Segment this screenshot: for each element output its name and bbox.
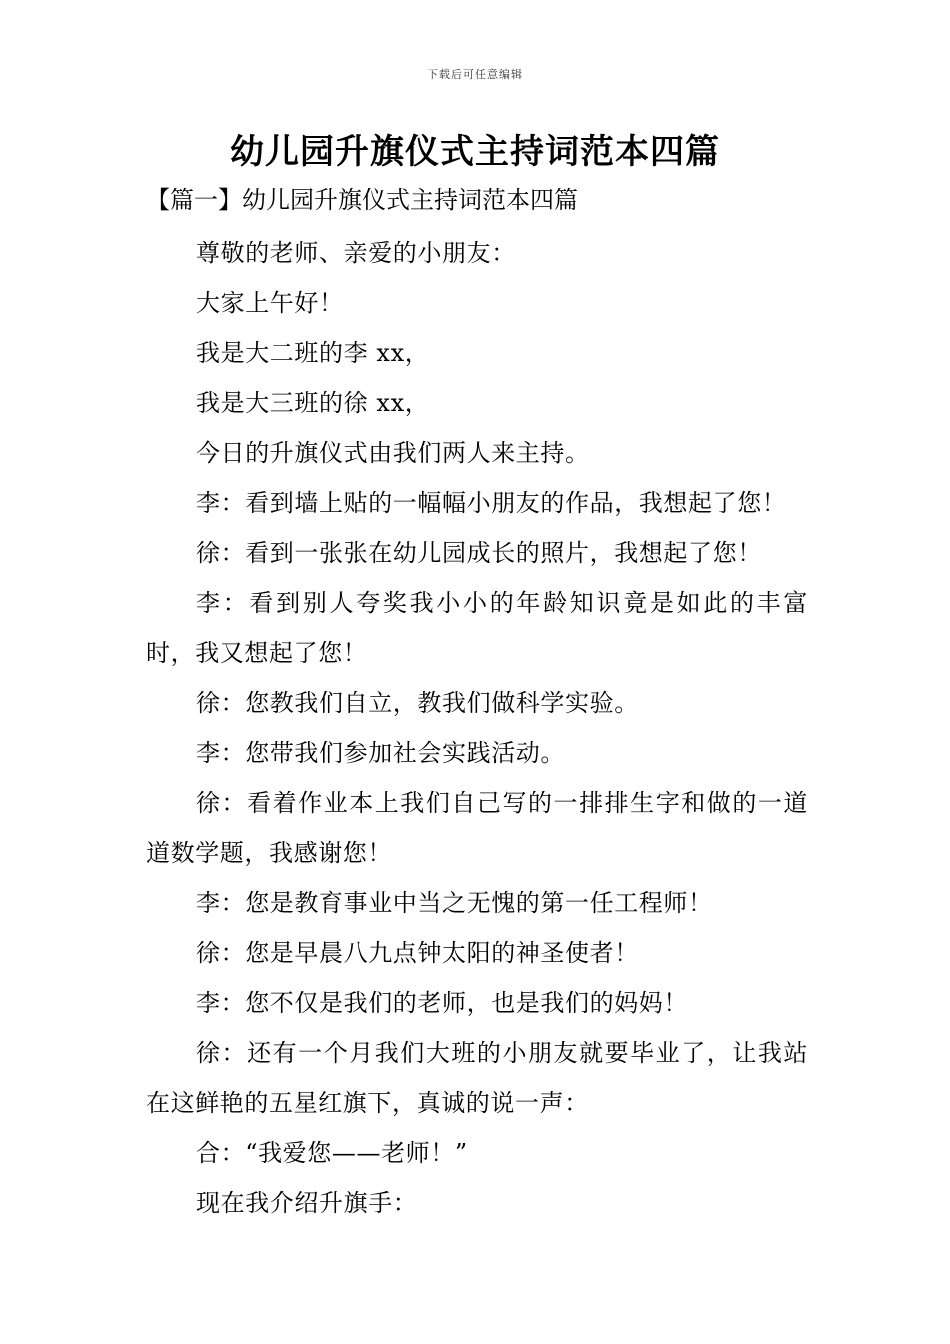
paragraph: 李：您是教育事业中当之无愧的第一任工程师！ (196, 889, 713, 917)
paragraph: 李：您不仅是我们的老师，也是我们的妈妈！ (196, 989, 688, 1017)
paragraph: 我是大三班的徐 xx， (196, 389, 430, 417)
paragraph: 尊敬的老师、亲爱的小朋友： (196, 239, 516, 267)
paragraph: 李：看到别人夸奖我小小的年龄知识竟是如此的丰富时，我又想起了您！ (146, 589, 808, 667)
paragraph: 现在我介绍升旗手： (196, 1189, 418, 1217)
paragraph-list (146, 228, 808, 1228)
paragraph: 合：“我爱您——老师！” (196, 1139, 468, 1167)
paragraph: 徐：看着作业本上我们自己写的一排排生字和做的一道道数学题，我感谢您！ (146, 789, 808, 867)
paragraph: 我是大二班的李 xx， (196, 339, 430, 367)
paragraph: 李：您带我们参加社会实践活动。 (196, 739, 565, 767)
paragraph: 徐：看到一张张在幼儿园成长的照片，我想起了您！ (196, 539, 762, 567)
paragraph: 今日的升旗仪式由我们两人来主持。 (196, 439, 590, 467)
paragraph: 徐：您是早晨八九点钟太阳的神圣使者！ (196, 939, 639, 967)
document-body (146, 178, 808, 1228)
section-heading: 【篇一】幼儿园升旗仪式主持词范本四篇 (146, 186, 578, 214)
paragraph: 徐：您教我们自立，教我们做科学实验。 (196, 689, 639, 717)
paragraph: 李：看到墙上贴的一幅幅小朋友的作品，我想起了您！ (196, 489, 787, 517)
document-title: 幼儿园升旗仪式主持词范本四篇 (230, 132, 720, 172)
paragraph: 大家上午好！ (196, 289, 344, 317)
paragraph: 徐：还有一个月我们大班的小朋友就要毕业了，让我站在这鲜艳的五星红旗下，真诚的说一声： (146, 1039, 808, 1117)
header-note: 下载后可任意编辑 (427, 68, 523, 81)
